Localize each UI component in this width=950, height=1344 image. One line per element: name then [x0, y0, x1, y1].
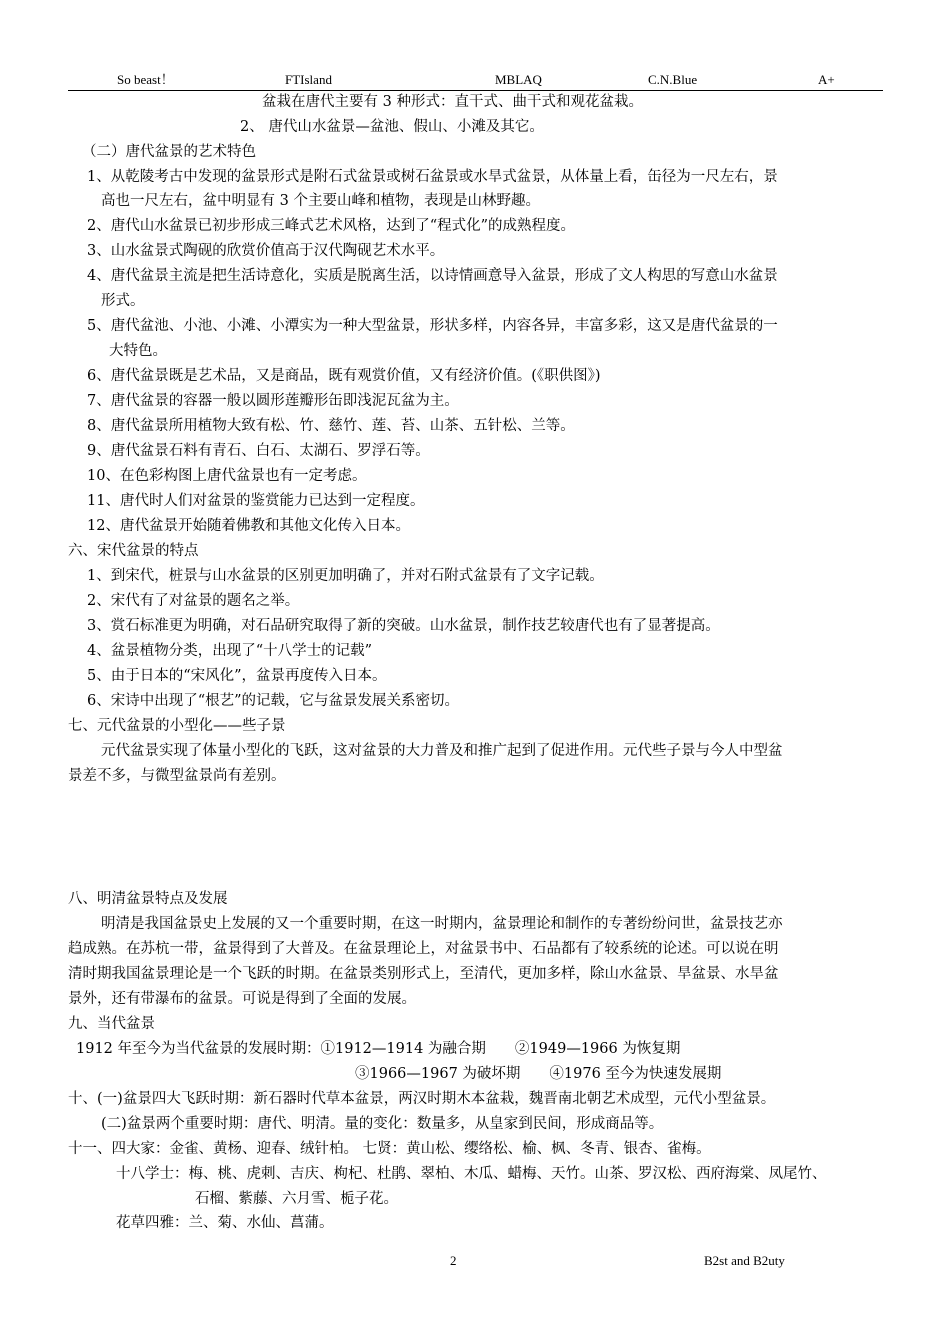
text-line: 8、唐代盆景所用植物大致有松、竹、慈竹、莲、苔、山茶、五针松、兰等。 [87, 418, 575, 434]
text-line: 2、宋代有了对盆景的题名之举。 [87, 593, 300, 609]
section-heading: 八、明清盆景特点及发展 [68, 891, 228, 907]
text-line: 3、赏石标准更为明确，对石品研究取得了新的突破。山水盆景，制作技艺较唐代也有了显著提高。 [87, 618, 720, 634]
text-line: 3、山水盆景式陶砚的欣赏价值高于汉代陶砚艺术水平。 [87, 243, 445, 259]
text-line: 5、由于日本的“宋风化”，盆景再度传入日本。 [87, 668, 387, 684]
text-line: 11、唐代时人们对盆景的鉴赏能力已达到一定程度。 [87, 493, 425, 509]
text-line: 2、 唐代山水盆景—盆池、假山、小滩及其它。 [240, 119, 544, 135]
text-line: 景差不多，与微型盆景尚有差别。 [68, 768, 286, 784]
text-line: 花草四雅：兰、菊、水仙、菖蒲。 [116, 1215, 334, 1231]
header-item-a-plus: A+ [818, 72, 835, 87]
header-item-ftisland: FTIsland [285, 72, 332, 87]
text-line: 4、盆景植物分类，出现了“十八学士的记载” [87, 643, 373, 659]
text-line: 十八学士：梅、桃、虎刺、吉庆、枸杞、杜鹃、翠柏、木瓜、蜡梅、天竹。山茶、罗汉松、西府海棠、凤尾竹、 [116, 1166, 827, 1182]
text-line: 1、从乾陵考古中发现的盆景形式是附石式盆景或树石盆景或水旱式盆景，从体量上看，缶径为一尺左右，景 [87, 169, 778, 185]
text-line: 1、到宋代，桩景与山水盆景的区别更加明确了，并对石附式盆景有了文字记载。 [87, 568, 604, 584]
text-line: ③1966—1967 为破坏期 ④1976 至今为快速发展期 [355, 1066, 722, 1082]
text-line: 趋成熟。在苏杭一带，盆景得到了大普及。在盆景理论上，对盆景书中、石品都有了较系统的论述。可以说在明 [68, 941, 779, 957]
text-line: 石榴、紫藤、六月雪、栀子花。 [195, 1191, 398, 1207]
text-line: 9、唐代盆景石料有青石、白石、太湖石、罗浮石等。 [87, 443, 430, 459]
text-line: 元代盆景实现了体量小型化的飞跃，这对盆景的大力普及和推广起到了促进作用。元代些子景与今人中型盆 [101, 743, 783, 759]
text-line: 清时期我国盆景理论是一个飞跃的时期。在盆景类别形式上，至清代，更加多样，除山水盆景、旱盆景、水旱盆 [68, 966, 779, 982]
text-line: 6、宋诗中出现了“根艺”的记载，它与盆景发展关系密切。 [87, 693, 460, 709]
header-divider [68, 90, 883, 91]
page-number: 2 [450, 1253, 457, 1268]
header-item-so-beast: So beast！ [117, 72, 174, 87]
section-heading: 六、宋代盆景的特点 [68, 543, 199, 559]
text-line: 高也一尺左右，盆中明显有 3 个主要山峰和植物，表现是山林野趣。 [101, 193, 540, 209]
footer-text: B2st and B2uty [704, 1253, 785, 1268]
section-heading: 九、当代盆景 [68, 1016, 155, 1032]
text-line: 2、唐代山水盆景已初步形成三峰式艺术风格，达到了“程式化”的成熟程度。 [87, 218, 576, 234]
text-line: 4、唐代盆景主流是把生活诗意化，实质是脱离生活，以诗情画意导入盆景，形成了文人构思的写意山水盆景 [87, 268, 778, 284]
text-line: 12、唐代盆景开始随着佛教和其他文化传入日本。 [87, 518, 410, 534]
text-line: 7、唐代盆景的容器一般以圆形莲瓣形缶即浅泥瓦盆为主。 [87, 393, 459, 409]
text-line: 10、在色彩构图上唐代盆景也有一定考虑。 [87, 468, 367, 484]
text-line: 景外，还有带瀑布的盆景。可说是得到了全面的发展。 [68, 991, 416, 1007]
text-line: 大特色。 [109, 343, 167, 359]
text-line: 盆栽在唐代主要有 3 种形式：直干式、曲干式和观花盆栽。 [262, 94, 643, 110]
text-line: 形式。 [101, 293, 145, 309]
text-line: 5、唐代盆池、小池、小滩、小潭实为一种大型盆景，形状多样，内容各异，丰富多彩，这又是唐代盆景的一 [87, 318, 778, 334]
text-line: 6、唐代盆景既是艺术品，又是商品，既有观赏价值，又有经济价值。(《职供图》) [87, 368, 601, 384]
text-line: 十、(一)盆景四大飞跃时期：新石器时代草本盆景，两汉时期木本盆栽，魏晋南北朝艺术成型，元代小型盆景。 [68, 1091, 776, 1107]
text-line: 明清是我国盆景史上发展的又一个重要时期，在这一时期内，盆景理论和制作的专著纷纷问世，盆景技艺亦 [101, 916, 783, 932]
header-item-cnblue: C.N.Blue [648, 72, 698, 87]
section-heading: 七、元代盆景的小型化——些子景 [68, 718, 286, 734]
section-heading: （二）唐代盆景的艺术特色 [82, 144, 256, 160]
text-line: (二)盆景两个重要时期：唐代、明清。量的变化：数量多，从皇家到民间，形成商品等。 [101, 1116, 664, 1132]
text-line: 十一、四大家：金雀、黄杨、迎春、绒针柏。 七贤：黄山松、缨络松、榆、枫、冬青、银杏、雀梅。 [68, 1141, 711, 1157]
text-line: 1912 年至今为当代盆景的发展时期：①1912—1914 为融合期 ②1949—1966 为恢复期 [76, 1041, 681, 1057]
header-item-mblaq: MBLAQ [495, 72, 542, 87]
